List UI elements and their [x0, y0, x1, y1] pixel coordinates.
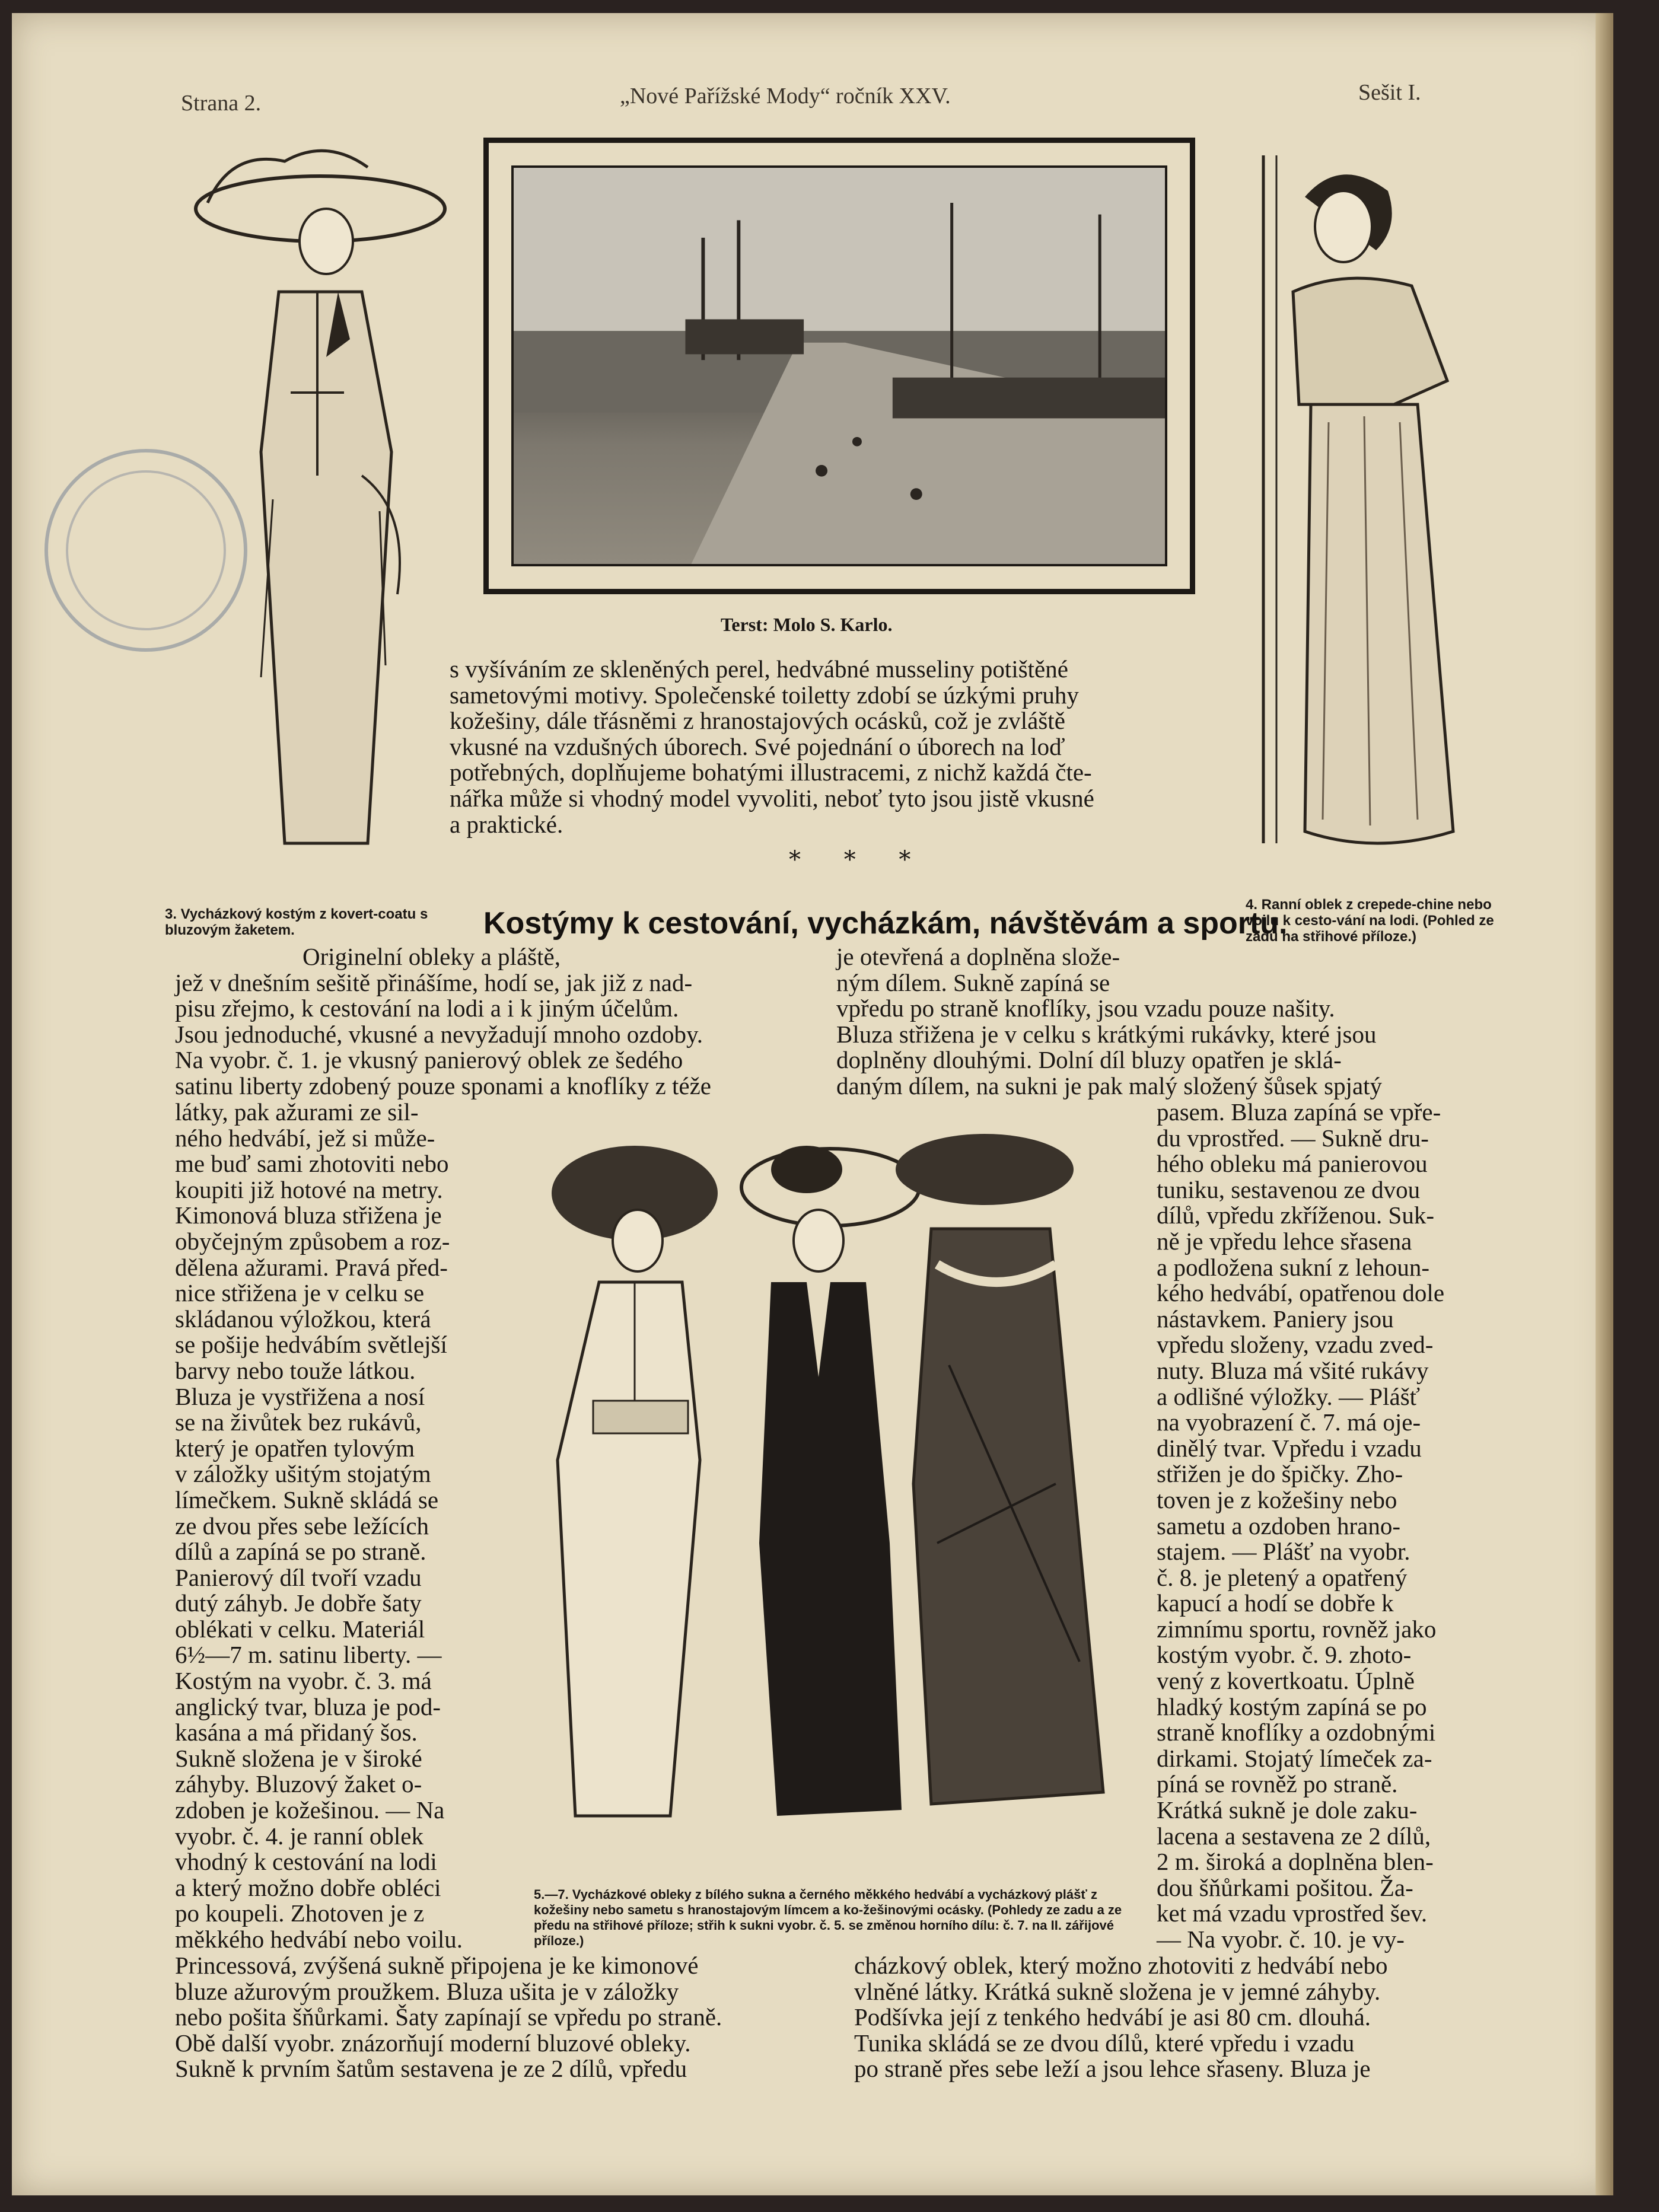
section-separator-stars: * * * [789, 846, 929, 874]
text-line: sametu a ozdoben hrano- [1157, 1512, 1400, 1540]
text-line: tuniku, sestavenou ze dvou [1157, 1175, 1421, 1203]
text-line: nářka může si vhodný model vyvoliti, neboť tyto jsou jistě vkusné [450, 784, 1094, 812]
caption-fig4: 4. Ranní oblek z crepede-chine nebo voilu k cesto-vání na lodi. (Pohled ze zadu na střihové příloze.) [1246, 897, 1494, 945]
text-line: skládanou výložkou, která [175, 1305, 431, 1333]
text-line: dutý záhyb. Je dobře šaty [175, 1589, 422, 1617]
caption-fig3: 3. Vycházkový kostým z kovert-coatu s bluzovým žaketem. [165, 906, 428, 938]
text-line: na vyobrazení č. 7. má oje- [1157, 1408, 1421, 1436]
text-line: záhyby. Bluzový žaket o- [175, 1770, 422, 1798]
text-line: pisu zřejmo, k cestování na lodi a i k jiným účelům. [175, 995, 679, 1022]
text-line: měkkého hedvábí nebo voilu. [175, 1926, 463, 1953]
text-line: sametovými motivy. Společenské toiletty zdobí se úzkými pruhy [450, 681, 1079, 709]
text-line: a který možno dobře obléci [175, 1873, 441, 1901]
text-line: me buď sami zhotoviti nebo [175, 1150, 449, 1178]
text-line: Na vyobr. č. 1. je vkusný panierový oblek ze šedého [175, 1046, 683, 1074]
library-stamp [44, 449, 247, 652]
text-line: a praktické. [450, 810, 563, 838]
text-line: s vyšíváním ze skleněných perel, hedvábné musseliny potištěné [450, 655, 1068, 683]
photo-frame [483, 138, 1195, 594]
text-line: zimnímu sportu, rovněž jako [1157, 1615, 1437, 1643]
text-line: barvy nebo touže látkou. [175, 1356, 416, 1384]
header-page-number: Strana 2. [181, 91, 262, 116]
text-line: a odlišné výložky. — Plášť [1157, 1382, 1421, 1410]
magazine-page [12, 13, 1613, 2195]
text-line: 2 m. široká a doplněna blen- [1157, 1848, 1434, 1876]
article-column-left-narrow [175, 1099, 507, 1953]
header-issue-number: Sešit I. [1358, 80, 1421, 105]
text-line: Princessová, zvýšená sukně připojena je ke kimonové [175, 1952, 699, 1979]
text-line: du vprostřed. — Sukně dru- [1157, 1124, 1429, 1152]
text-line: ket má vzadu vprostřed šev. [1157, 1899, 1428, 1927]
text-line: vyobr. č. 4. je ranní oblek [175, 1822, 424, 1850]
text-line: který je opatřen tylovým [175, 1434, 415, 1462]
fashion-illustration-fig4 [1240, 155, 1512, 873]
text-line: — Na vyobr. č. 10. je vy- [1157, 1926, 1405, 1953]
text-line: lacena a sestavena ze 2 dílů, [1157, 1822, 1431, 1850]
text-line: satinu liberty zdobený pouze sponami a knoflíky z téže [175, 1072, 712, 1099]
text-line: hladký kostým zapíná se po [1157, 1693, 1427, 1720]
article-title: Kostýmy k cestování, vycházkám, návštěvám a sportu. [483, 906, 1288, 941]
text-line: koupiti již hotové na metry. [175, 1175, 443, 1203]
text-line: ze dvou přes sebe ležících [175, 1512, 429, 1540]
intro-paragraph [450, 656, 1227, 837]
text-line: kého hedvábí, opatřenou dole [1157, 1279, 1445, 1307]
text-line: stajem. — Plášť na vyobr. [1157, 1538, 1410, 1566]
text-line: dělena ažurami. Pravá před- [175, 1253, 448, 1281]
text-line: kapucí a hodí se dobře k [1157, 1589, 1394, 1617]
text-line: nástavkem. Paniery jsou [1157, 1305, 1394, 1333]
text-line: č. 8. je pletený a opatřený [1157, 1563, 1408, 1591]
caption-fig5-7: 5.—7. Vycházkové obleky z bílého sukna a černého měkkého hedvábí a vycházkový plášť z kožešiny nebo sametu s hranostajovým límcem a ko-žešinovými ocásky. (Pohledy ze zadu a ze předu na střihové příloze; střih k sukni vyobr. č. 5. se změnou horního dílu: č. 7. na II. zářijové příloze.) [534, 1887, 1122, 1948]
text-line: Kostým na vyobr. č. 3. má [175, 1667, 432, 1695]
article-column-left-top [175, 944, 819, 1099]
text-line: nice střižena je v celku se [175, 1279, 425, 1307]
text-line: hého obleku má panierovou [1157, 1150, 1428, 1178]
header-magazine-title: „Nové Pařížské Mody“ ročník XXV. [620, 84, 951, 109]
text-line: dinělý tvar. Vpředu i vzadu [1157, 1434, 1422, 1462]
text-line: ně je vpředu lehce sřasena [1157, 1227, 1412, 1255]
text-line: doplněny dlouhými. Dolní díl bluzy opatřen je sklá- [836, 1046, 1342, 1074]
text-line: Panierový díl tvoří vzadu [175, 1563, 422, 1591]
article-column-left-bottom [175, 1953, 819, 2082]
text-line: límečkem. Sukně skládá se [175, 1486, 439, 1513]
text-line: Bluza je vystřižena a nosí [175, 1382, 425, 1410]
text-line: vený z kovertkoatu. Úplně [1157, 1667, 1415, 1695]
text-line: v záložky ušitým stojatým [175, 1460, 431, 1488]
text-line: kožešiny, dále třásněmi z hranostajových ocásků, což je zvláště [450, 707, 1065, 735]
text-line: Krátká sukně je dole zaku- [1157, 1796, 1418, 1824]
page-spine [1596, 13, 1613, 2195]
text-line: nuty. Bluza má všité rukávy [1157, 1356, 1429, 1384]
article-column-right-top [836, 944, 1495, 1099]
text-line: Podšívka její z tenkého hedvábí je asi 80 cm. dlouhá. [854, 2003, 1371, 2031]
text-line: dirkami. Stojatý límeček za- [1157, 1744, 1432, 1772]
text-line: cházkový oblek, který možno zhotoviti z hedvábí nebo [854, 1952, 1388, 1979]
text-line: Originelní obleky a pláště, [302, 943, 561, 970]
text-line: Tunika skládá se ze dvou dílů, které vpředu i vzadu [854, 2029, 1355, 2057]
photo-caption: Terst: Molo S. Karlo. [721, 614, 893, 635]
text-line: látky, pak ažurami ze sil- [175, 1098, 419, 1126]
harbor-photo [511, 165, 1167, 566]
text-line: potřebných, doplňujeme bohatými illustracemi, z nichž každá čte- [450, 758, 1092, 786]
text-line: jež v dnešním sešitě přinášíme, hodí se, jak již z nad- [175, 968, 693, 996]
article-column-right-narrow [1157, 1099, 1495, 1953]
text-line: a podložena sukní z lehoun- [1157, 1253, 1429, 1281]
text-line: dílů a zapíná se po straně. [175, 1538, 426, 1566]
text-line: zdoben je kožešinou. — Na [175, 1796, 445, 1824]
text-line: straně knoflíky a ozdobnými [1157, 1719, 1436, 1746]
text-line: dílů, vpředu zkříženou. Suk- [1157, 1201, 1434, 1229]
text-line: píná se rovněž po straně. [1157, 1770, 1398, 1798]
text-line: dou šňůrkami pošitou. Ža- [1157, 1873, 1413, 1901]
text-line: anglický tvar, bluza je pod- [175, 1693, 441, 1720]
harbor-scene [514, 168, 1165, 564]
text-line: pasem. Bluza zapíná se vpře- [1157, 1098, 1441, 1126]
text-line: vlněné látky. Krátká sukně složena je v jemné záhyby. [854, 1977, 1381, 2005]
text-line: po koupeli. Zhotoven je z [175, 1899, 425, 1927]
text-line: po straně přes sebe leží a jsou lehce sřaseny. Bluza je [854, 2055, 1371, 2083]
text-line: Sukně složena je v široké [175, 1744, 422, 1772]
text-line: ného hedvábí, jež si může- [175, 1124, 435, 1152]
text-line: se na živůtek bez rukávů, [175, 1408, 422, 1436]
text-line: 6½—7 m. satinu liberty. — [175, 1641, 442, 1669]
text-line: toven je z kožešiny nebo [1157, 1486, 1397, 1513]
text-line: Bluza střižena je v celku s krátkými rukávky, které jsou [836, 1020, 1377, 1048]
text-line: daným dílem, na sukni je pak malý složený šůsek spjatý [836, 1072, 1383, 1099]
text-line: ným dílem. Sukně zapíná se [836, 968, 1110, 996]
text-line: Jsou jednoduché, vkusné a nevyžadují mnoho ozdoby. [175, 1020, 703, 1048]
text-line: Sukně k prvním šatům sestavena je ze 2 dílů, vpředu [175, 2055, 687, 2083]
text-line: vhodný k cestování na lodi [175, 1848, 437, 1876]
text-line: Obě další vyobr. znázorňují moderní bluzové obleky. [175, 2029, 691, 2057]
text-line: nebo pošita šňůrkami. Šaty zapínají se vpředu po straně. [175, 2003, 722, 2031]
text-line: Kimonová bluza střižena je [175, 1201, 442, 1229]
text-line: obyčejným způsobem a roz- [175, 1227, 450, 1255]
article-column-right-bottom [854, 1953, 1495, 2082]
text-line: oblékati v celku. Materiál [175, 1615, 425, 1643]
text-line: se pošije hedvábím světlejší [175, 1331, 447, 1359]
text-line: vpředu složeny, vzadu zved- [1157, 1331, 1434, 1359]
text-line: vpředu po straně knoflíky, jsou vzadu pouze našity. [836, 995, 1335, 1022]
fashion-illustration-fig5-7 [522, 1128, 1145, 1869]
text-line: kasána a má přidaný šos. [175, 1719, 418, 1746]
text-line: vkusné na vzdušných úborech. Své pojednání o úborech na loď [450, 732, 1065, 760]
text-line: kostým vyobr. č. 9. zhoto- [1157, 1641, 1412, 1669]
text-line: střižen je do špičky. Zho- [1157, 1460, 1403, 1488]
text-line: je otevřená a doplněna slože- [836, 943, 1120, 970]
text-line: bluze ažurovým proužkem. Bluza ušita je v záložky [175, 1977, 679, 2005]
